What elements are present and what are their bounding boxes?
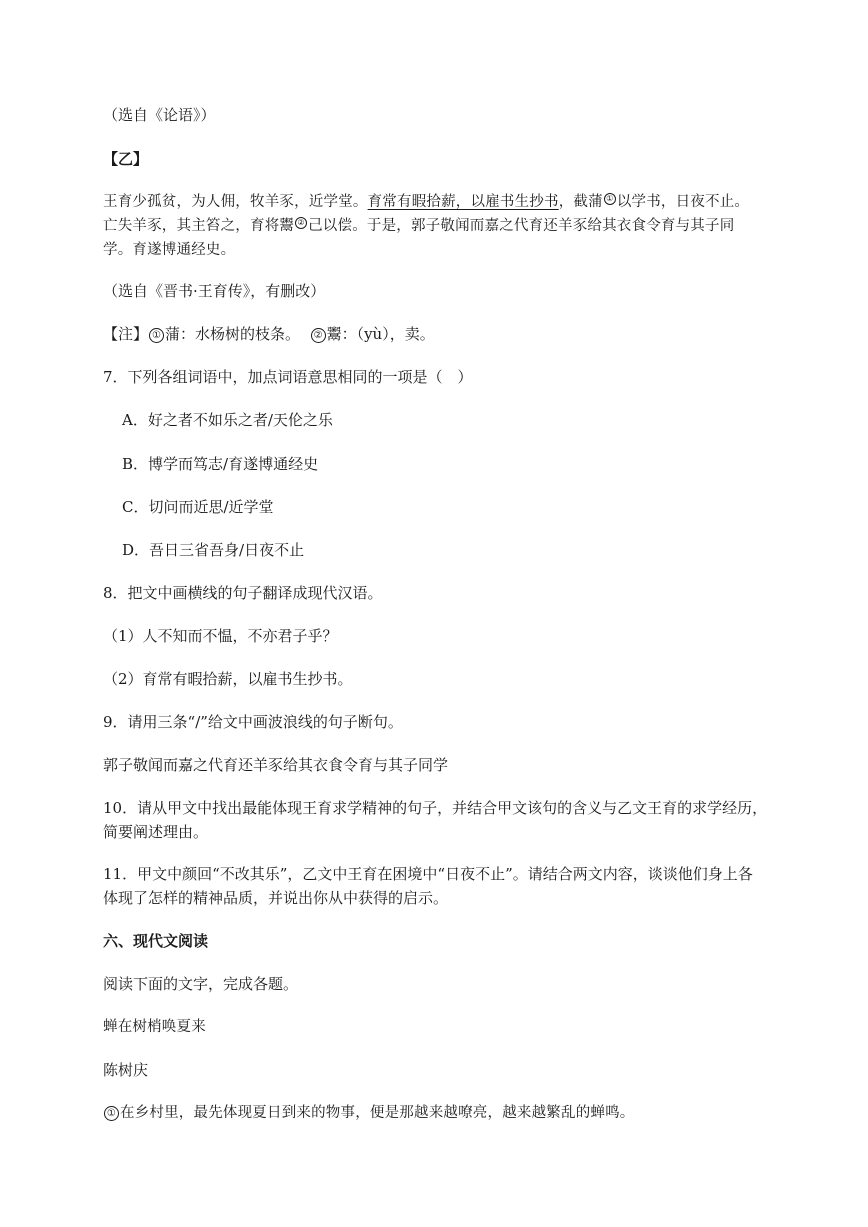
question-11-line-2: 体现了怎样的精神品质，并说出你从中获得的启示。 <box>103 889 449 907</box>
source-jinshu: （选自《晋书·王育传》，有删改） <box>103 282 326 300</box>
section-6-instruction: 阅读下面的文字，完成各题。 <box>103 975 299 993</box>
yi-text-2a: 亡失羊豕，其主笞之，育将鬻 <box>103 218 295 234</box>
question-10-line-1: 10．请从甲文中找出最能体现王育求学精神的句子，并结合甲文该句的含义与乙文王育的求学经历， <box>103 799 768 817</box>
yi-text-1c: 以学书，日夜不止。 <box>616 194 750 210</box>
q8-sub-2: （2）育常有暇拾薪，以雇书生抄书。 <box>103 670 353 688</box>
yi-text-line-1 <box>103 192 749 212</box>
question-11-line-1: 11．甲文中颜回“不改其乐”，乙文中王育在困境中“日夜不止”。请结合两文内容，谈谈他们身上各 <box>103 865 753 883</box>
note-2-marker: ② <box>295 217 307 229</box>
yi-text-line-3: 学。育遂博通经史。 <box>103 242 236 258</box>
question-8-stem: 8．把文中画横线的句子翻译成现代汉语。 <box>103 584 383 602</box>
note-1-marker: ① <box>149 328 164 343</box>
paragraph-1-marker: ① <box>104 1106 119 1121</box>
notes-line <box>103 324 435 344</box>
q9-sentence: 郭子敬闻而嘉之代育还羊豕给其衣食令育与其子同学 <box>103 756 449 774</box>
question-10-line-2: 简要阐述理由。 <box>103 823 209 841</box>
note-2-text: 鬻：（yù），卖。 <box>326 325 435 343</box>
question-9-stem: 9．请用三条“/”给文中画波浪线的句子断句。 <box>103 713 403 731</box>
yi-text-1a: 王育少孤贫，为人佣，牧羊豕，近学堂。 <box>103 194 368 210</box>
section-6-heading: 六、现代文阅读 <box>103 932 209 950</box>
source-lunyu: （选自《论语》） <box>103 106 216 124</box>
q7-option-b: B．博学而笃志/育遂博通经史 <box>122 455 319 473</box>
article-title: 蝉在树梢唤夏来 <box>103 1019 206 1035</box>
note-1-text: 蒲：水杨树的枝条。 <box>165 325 301 343</box>
yi-text-1b: ，截蒲 <box>558 194 603 210</box>
note-1-marker: ① <box>604 193 616 205</box>
article-paragraph-1 <box>103 1103 635 1123</box>
q7-option-a: A．好之者不如乐之者/天伦之乐 <box>122 411 333 429</box>
q7-option-c: C．切问而近思/近学堂 <box>122 498 274 516</box>
notes-prefix: 【注】 <box>103 325 149 343</box>
question-7-stem: 7．下列各组词语中，加点词语意思相同的一项是（ ） <box>103 368 473 386</box>
yi-text-2b: 己以偿。于是，郭子敬闻而嘉之代育还羊豕给其衣食令育与其子同 <box>308 218 735 234</box>
paragraph-1-text: 在乡村里，最先体现夏日到来的物事，便是那越来越嘹亮，越来越繁乱的蝉鸣。 <box>120 1105 635 1121</box>
note-2-marker: ② <box>311 328 326 343</box>
section-yi-heading: 【乙】 <box>103 150 149 168</box>
article-author: 陈树庆 <box>103 1061 149 1079</box>
underlined-sentence: 育常有暇拾薪，以雇书生抄书 <box>367 194 559 210</box>
yi-text-line-2 <box>103 216 734 236</box>
q7-option-d: D．吾日三省吾身/日夜不止 <box>122 541 305 559</box>
q8-sub-1: （1）人不知而不愠，不亦君子乎？ <box>103 627 338 645</box>
